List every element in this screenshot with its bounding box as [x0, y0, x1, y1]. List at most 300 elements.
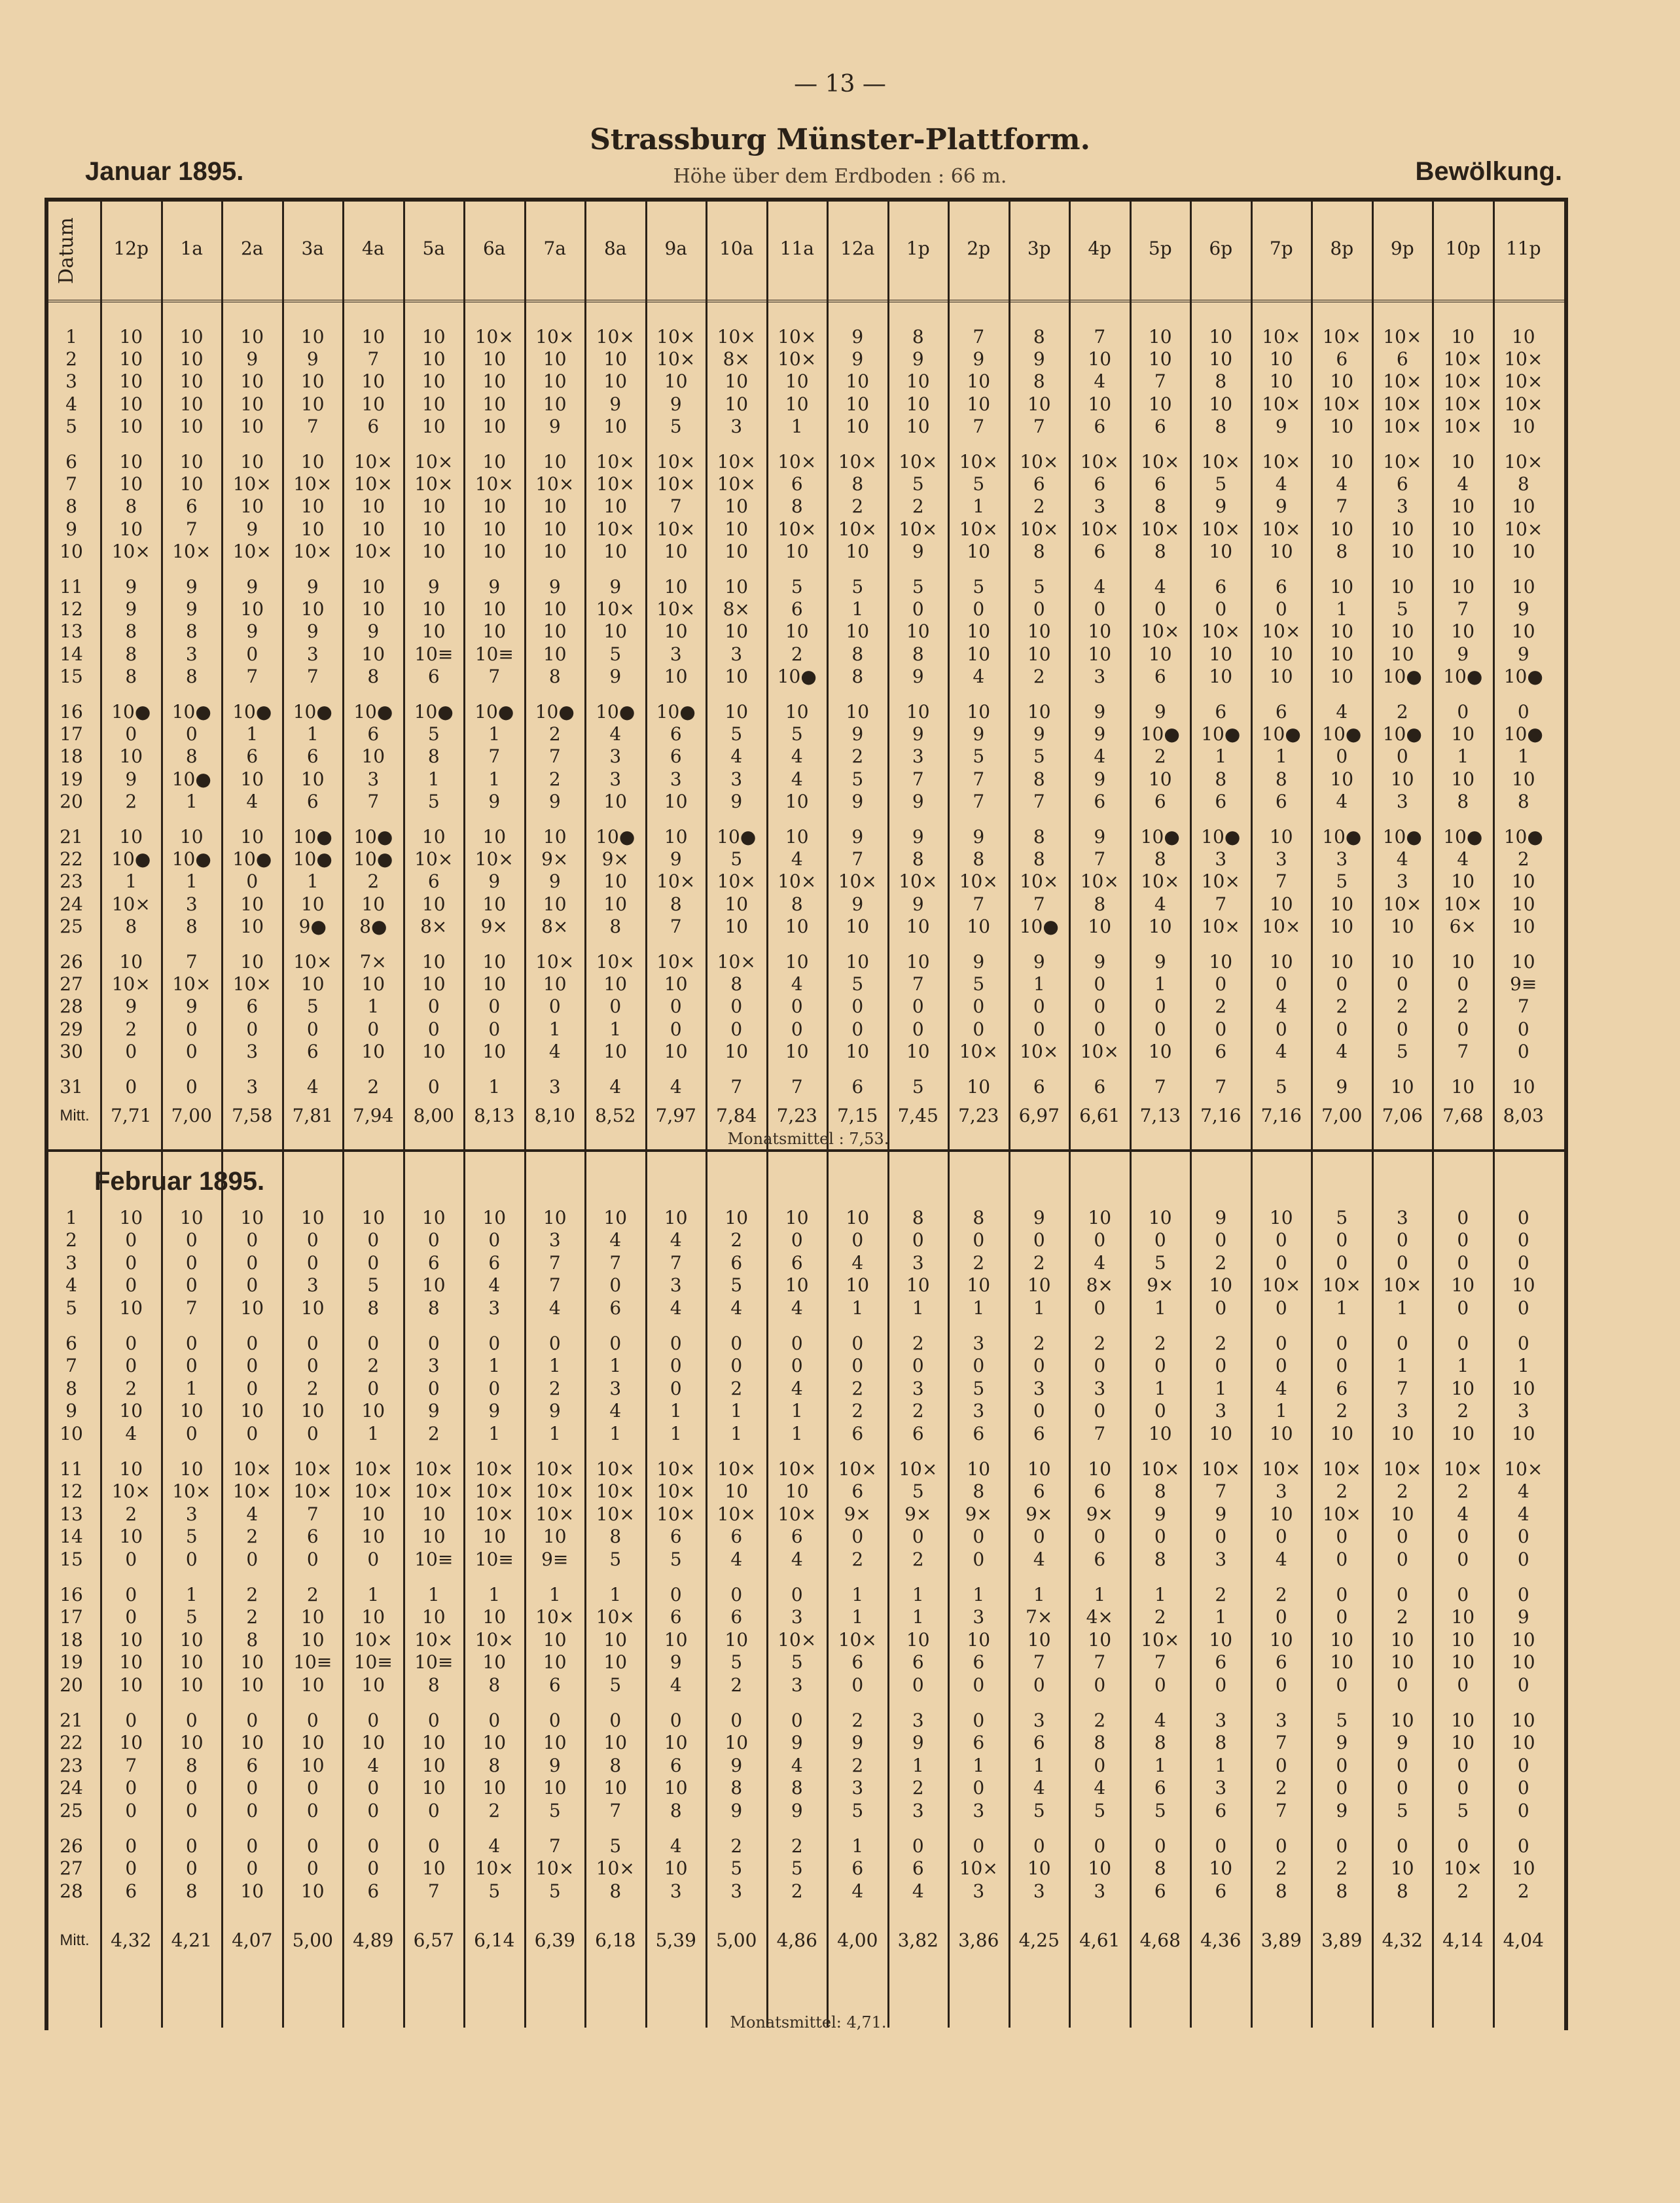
table-cell: 10×: [1443, 393, 1482, 415]
table-cell: 6: [367, 723, 380, 745]
table-cell: 10: [1209, 1857, 1233, 1880]
table-cell: 10: [1088, 393, 1112, 415]
table-cell: 0: [1094, 1674, 1106, 1696]
table-cell: 10: [361, 1400, 385, 1422]
table-cell: 4: [1094, 1251, 1106, 1274]
table-cell: 10: [724, 620, 749, 643]
table-cell: 9: [973, 723, 985, 745]
day-number: 10: [60, 540, 83, 562]
day-number: 16: [60, 1584, 83, 1605]
mean-value: 7,16: [1200, 1105, 1242, 1126]
day-number: 17: [60, 1606, 83, 1628]
table-cell: 0: [1396, 1674, 1408, 1696]
table-cell: 3: [1215, 848, 1227, 870]
table-cell: 10: [1088, 1207, 1112, 1228]
table-cell: 10: [240, 1674, 264, 1696]
table-cell: 8: [367, 665, 380, 687]
table-cell: 10: [119, 370, 143, 393]
table-cell: 3: [1094, 1880, 1106, 1902]
table-cell: 10×: [596, 1503, 635, 1525]
table-cell: 1: [851, 598, 864, 620]
table-cell: 10×: [656, 326, 696, 348]
table-cell: 0: [730, 1355, 743, 1377]
table-cell: 5: [730, 1651, 743, 1674]
table-cell: 6: [1396, 348, 1408, 370]
table-cell: 4: [1275, 995, 1287, 1018]
table-cell: 10×: [596, 598, 635, 620]
table-cell: 10: [1390, 1857, 1414, 1880]
table-cell: 0: [1275, 973, 1287, 995]
table-cell: 0: [1154, 1526, 1166, 1548]
table-cell: 3: [306, 1274, 319, 1297]
table-cell: 6: [973, 1651, 985, 1674]
table-cell: 10: [119, 1400, 143, 1422]
day-number: 26: [60, 951, 83, 973]
day-number: 6: [65, 1333, 77, 1354]
table-cell: 0: [1094, 1526, 1106, 1548]
table-cell: 9: [730, 1754, 743, 1776]
table-cell: 6: [1215, 1651, 1227, 1674]
table-cell: 10: [724, 370, 749, 393]
table-cell: 10: [906, 701, 930, 723]
table-cell: 10×: [838, 870, 877, 893]
table-cell: 10●: [232, 701, 272, 723]
table-cell: 9: [791, 1732, 803, 1754]
table-cell: 10: [482, 620, 507, 643]
table-cell: 2: [1457, 1480, 1469, 1503]
table-cell: 10: [846, 1207, 870, 1228]
table-cell: 2: [1336, 1857, 1348, 1880]
table-cell: 5: [548, 1799, 561, 1821]
table-cell: 5: [912, 1480, 924, 1503]
table-cell: 10×: [1201, 915, 1240, 937]
table-cell: 0: [1517, 1799, 1529, 1821]
table-cell: 10●: [1201, 826, 1241, 848]
day-number: 1: [65, 326, 77, 348]
table-cell: 2: [1336, 995, 1348, 1018]
table-cell: 0: [791, 1333, 803, 1354]
table-cell: 6: [306, 1526, 319, 1548]
table-cell: 8: [1154, 1548, 1166, 1570]
table-cell: 0: [125, 1229, 137, 1251]
table-cell: 7: [1154, 370, 1166, 393]
table-cell: 3: [973, 1799, 985, 1821]
table-cell: 10×: [1262, 620, 1301, 643]
table-cell: 3: [1396, 495, 1408, 518]
table-cell: 10: [361, 576, 385, 598]
table-cell: 10: [482, 540, 507, 562]
table-cell: 10: [906, 1274, 930, 1297]
table-cell: 9: [1033, 348, 1045, 370]
table-cell: 10: [543, 826, 567, 848]
table-cell: 0: [609, 1274, 622, 1297]
table-cell: 10●: [171, 701, 211, 723]
table-cell: 3: [548, 1229, 561, 1251]
table-cell: 0: [306, 1355, 319, 1377]
table-cell: 7: [1094, 1422, 1106, 1444]
table-cell: 10×: [596, 451, 635, 473]
table-cell: 6: [851, 1480, 864, 1503]
table-cell: 10×: [1262, 915, 1301, 937]
table-cell: 2: [367, 1076, 380, 1098]
table-cell: 6: [1215, 1880, 1227, 1902]
table-cell: 8: [185, 1754, 198, 1776]
table-cell: 0: [246, 1018, 259, 1040]
table-cell: 9●: [298, 915, 327, 937]
table-cell: 0: [427, 1333, 440, 1354]
table-cell: 9: [912, 893, 924, 915]
table-cell: 10●: [1201, 723, 1241, 745]
table-category: Bewölkung.: [1415, 157, 1562, 186]
table-cell: 10×: [959, 870, 998, 893]
table-cell: 9: [1517, 643, 1529, 665]
table-cell: 1: [912, 1297, 924, 1319]
table-cell: 10×: [656, 1458, 696, 1480]
table-cell: 10: [179, 1400, 204, 1422]
day-number: 21: [60, 1710, 83, 1731]
table-cell: 10: [482, 495, 507, 518]
table-cell: 10: [1330, 518, 1354, 540]
table-cell: 0: [1275, 1018, 1287, 1040]
table-cell: 9: [1396, 1732, 1408, 1754]
table-cell: 10: [119, 473, 143, 495]
table-cell: 0: [730, 995, 743, 1018]
table-cell: 9: [125, 598, 137, 620]
table-cell: 10×: [535, 1857, 575, 1880]
table-cell: 10: [240, 915, 264, 937]
table-cell: 10: [1148, 1422, 1172, 1444]
table-cell: 6: [246, 745, 259, 768]
day-number: 25: [60, 1799, 83, 1821]
table-cell: 2: [851, 1548, 864, 1570]
table-cell: 2: [246, 1606, 259, 1628]
table-cell: 10: [1027, 643, 1051, 665]
table-cell: 10×: [1262, 518, 1301, 540]
monthly-mean-february: Monatsmittel: 4,71.: [730, 2013, 887, 2032]
table-cell: 0: [427, 1710, 440, 1731]
table-cell: 10×: [535, 951, 575, 973]
table-cell: 10: [1088, 348, 1112, 370]
table-cell: 10: [1330, 768, 1354, 790]
table-cell: 0: [851, 1674, 864, 1696]
table-cell: 8: [1215, 370, 1227, 393]
mean-value: 6,97: [1018, 1105, 1060, 1126]
table-cell: 1: [1033, 1297, 1045, 1319]
table-cell: 10: [179, 1628, 204, 1651]
table-cell: 0: [125, 1251, 137, 1274]
table-cell: 8: [609, 1526, 622, 1548]
table-cell: 1: [670, 1422, 682, 1444]
table-cell: 10: [300, 1207, 325, 1228]
table-cell: 10: [300, 1754, 325, 1776]
table-cell: 10: [543, 620, 567, 643]
table-cell: 7: [973, 326, 985, 348]
table-cell: 8: [427, 745, 440, 768]
mean-value: 4,00: [837, 1929, 878, 1951]
table-cell: 0: [1094, 973, 1106, 995]
table-cell: 10●: [1503, 665, 1543, 687]
table-cell: 3: [1094, 495, 1106, 518]
table-cell: 10×: [1383, 415, 1422, 437]
table-cell: 10×: [1322, 1503, 1361, 1525]
table-cell: 0: [791, 1229, 803, 1251]
table-cell: 0: [125, 1548, 137, 1570]
day-number: 30: [60, 1040, 83, 1062]
table-cell: 6: [670, 723, 682, 745]
table-cell: 10: [421, 518, 446, 540]
table-cell: 0: [1033, 1355, 1045, 1377]
table-cell: 10: [482, 1606, 507, 1628]
table-cell: 5: [1033, 745, 1045, 768]
table-header: [48, 202, 1568, 302]
table-cell: 10×: [1383, 370, 1422, 393]
table-cell: 0: [367, 1835, 380, 1857]
table-cell: 2: [1094, 1333, 1106, 1354]
table-cell: 0: [1457, 1526, 1469, 1548]
table-cell: 9: [306, 348, 319, 370]
table-cell: 10: [361, 1503, 385, 1525]
table-cell: 10: [603, 973, 628, 995]
table-cell: 0: [1517, 1333, 1529, 1354]
day-number: 9: [65, 1400, 77, 1422]
day-number: 11: [60, 1458, 83, 1480]
table-cell: 10: [119, 951, 143, 973]
table-cell: 10: [543, 973, 567, 995]
table-cell: 10: [1088, 1458, 1112, 1480]
day-number: 11: [60, 576, 83, 598]
table-cell: 10: [421, 1857, 446, 1880]
table-cell: 10: [1511, 915, 1535, 937]
table-cell: 4: [791, 1377, 803, 1399]
table-cell: 10: [482, 393, 507, 415]
monthly-mean-january: Monatsmittel : 7,53.: [727, 1130, 889, 1148]
table-cell: 5: [185, 1526, 198, 1548]
table-cell: 10: [1027, 393, 1051, 415]
mean-value: 6,61: [1079, 1105, 1120, 1126]
table-cell: 0: [1033, 1400, 1045, 1422]
table-cell: 3: [1275, 1480, 1287, 1503]
table-cell: 3: [670, 1274, 682, 1297]
table-cell: 0: [1336, 1355, 1348, 1377]
table-cell: 0: [548, 995, 561, 1018]
table-cell: 10: [1330, 1628, 1354, 1651]
table-cell: 0: [427, 1835, 440, 1857]
table-cell: 6: [246, 995, 259, 1018]
table-cell: 0: [1336, 1548, 1348, 1570]
table-cell: 10: [179, 451, 204, 473]
table-cell: 0: [246, 643, 259, 665]
table-cell: 0: [367, 1548, 380, 1570]
table-cell: 10: [846, 620, 870, 643]
table-cell: 4: [791, 745, 803, 768]
table-cell: 6: [1215, 790, 1227, 812]
table-cell: 10: [240, 893, 264, 915]
table-cell: 3: [185, 893, 198, 915]
table-cell: 8: [1154, 1857, 1166, 1880]
hour-header: 5a: [422, 238, 445, 259]
table-cell: 2: [246, 1526, 259, 1548]
table-cell: 10: [1209, 540, 1233, 562]
table-cell: 10×: [414, 848, 454, 870]
table-cell: 10: [967, 1274, 991, 1297]
table-cell: 8: [912, 1207, 924, 1228]
table-cell: 10×: [535, 1606, 575, 1628]
table-cell: 10: [664, 370, 688, 393]
table-cell: 6: [912, 1422, 924, 1444]
table-cell: 5: [791, 1651, 803, 1674]
table-cell: 9: [912, 723, 924, 745]
table-cell: 3: [973, 1880, 985, 1902]
table-cell: 10: [119, 415, 143, 437]
table-cell: 3: [1396, 1400, 1408, 1422]
table-cell: 10●: [171, 848, 211, 870]
table-cell: 9: [306, 620, 319, 643]
table-cell: 10: [1390, 768, 1414, 790]
table-cell: 2: [912, 1333, 924, 1354]
table-cell: 10: [240, 393, 264, 415]
table-cell: 0: [185, 1777, 198, 1799]
table-cell: 10●: [414, 701, 454, 723]
table-cell: 10: [421, 1732, 446, 1754]
table-cell: 10: [543, 370, 567, 393]
table-cell: 0: [1457, 973, 1469, 995]
hour-header: 12a: [840, 238, 875, 259]
table-cell: 0: [1094, 1400, 1106, 1422]
table-cell: 5: [488, 1880, 501, 1902]
table-cell: 5: [973, 576, 985, 598]
table-cell: 0: [1396, 745, 1408, 768]
table-cell: 10: [967, 701, 991, 723]
table-cell: 10: [1390, 1710, 1414, 1731]
table-cell: 7: [1275, 1732, 1287, 1754]
table-cell: 1: [1033, 1754, 1045, 1776]
table-cell: 8: [1275, 768, 1287, 790]
table-cell: 5: [973, 473, 985, 495]
table-cell: 6: [1154, 790, 1166, 812]
mean-value: 7,81: [292, 1105, 333, 1126]
table-cell: 0: [1336, 1526, 1348, 1548]
table-cell: 4: [609, 1076, 622, 1098]
table-cell: 10: [179, 370, 204, 393]
table-cell: 0: [1033, 1835, 1045, 1857]
mean-value: 4,86: [776, 1929, 817, 1951]
table-cell: 10: [603, 348, 628, 370]
table-cell: 10: [603, 1628, 628, 1651]
table-cell: 0: [1457, 1584, 1469, 1605]
table-cell: 10: [664, 826, 688, 848]
table-cell: 0: [1336, 1251, 1348, 1274]
table-cell: 10: [421, 893, 446, 915]
table-cell: 9: [973, 951, 985, 973]
table-cell: 8: [185, 620, 198, 643]
table-cell: 1: [548, 1018, 561, 1040]
table-cell: 9: [851, 723, 864, 745]
table-cell: 10×: [1262, 393, 1301, 415]
table-cell: 3: [912, 1377, 924, 1399]
table-cell: 0: [306, 1422, 319, 1444]
table-cell: 10: [906, 915, 930, 937]
table-cell: 7: [367, 348, 380, 370]
table-cell: 1: [548, 1422, 561, 1444]
table-cell: 10●: [656, 701, 696, 723]
table-cell: 0: [125, 1606, 137, 1628]
table-cell: 0: [791, 1710, 803, 1731]
table-cell: 6: [1033, 1076, 1045, 1098]
table-cell: 0: [1275, 1297, 1287, 1319]
table-cell: 7: [427, 1880, 440, 1902]
table-cell: 6: [427, 1251, 440, 1274]
table-cell: 4: [851, 1251, 864, 1274]
table-cell: 10: [1511, 1732, 1535, 1754]
table-cell: 10: [1330, 1422, 1354, 1444]
table-cell: 10: [785, 701, 809, 723]
table-cell: 10: [1511, 540, 1535, 562]
table-cell: 0: [1517, 1251, 1529, 1274]
table-cell: 10: [1027, 1458, 1051, 1480]
table-cell: 10×: [838, 518, 877, 540]
table-cell: 5: [1094, 1799, 1106, 1821]
table-cell: 9: [851, 326, 864, 348]
table-cell: 8: [185, 1880, 198, 1902]
table-cell: 10: [603, 540, 628, 562]
table-cell: 10×: [1141, 1628, 1180, 1651]
table-cell: 2: [851, 1710, 864, 1731]
table-cell: 0: [246, 1548, 259, 1570]
table-cell: 1: [427, 1584, 440, 1605]
table-cell: 0: [730, 1018, 743, 1040]
table-cell: 10●: [1503, 826, 1543, 848]
table-cell: 0: [427, 1799, 440, 1821]
table-cell: 10: [1390, 1651, 1414, 1674]
table-cell: 10: [1390, 951, 1414, 973]
table-cell: 2: [730, 1674, 743, 1696]
table-cell: 10×: [1443, 415, 1482, 437]
table-cell: 10: [967, 540, 991, 562]
table-cell: 6: [1154, 1777, 1166, 1799]
table-cell: 8: [1154, 1732, 1166, 1754]
table-cell: 10: [361, 1040, 385, 1062]
mean-value: 7,45: [897, 1105, 938, 1126]
table-cell: 0: [1215, 1674, 1227, 1696]
table-cell: 10: [1148, 1040, 1172, 1062]
table-cell: 3: [1396, 870, 1408, 893]
table-cell: 0: [1517, 1526, 1529, 1548]
table-cell: 6: [548, 1674, 561, 1696]
table-cell: 2: [367, 870, 380, 893]
table-cell: 4: [1336, 701, 1348, 723]
hour-header: 8a: [603, 238, 627, 259]
table-cell: 10×: [111, 540, 151, 562]
table-cell: 8×: [1086, 1274, 1113, 1297]
mean-value: 7,97: [655, 1105, 696, 1126]
table-cell: 10×: [777, 348, 817, 370]
table-cell: 10: [1451, 768, 1475, 790]
table-cell: 10: [785, 790, 809, 812]
table-cell: 0: [973, 995, 985, 1018]
table-cell: 3: [246, 1076, 259, 1098]
table-cell: 0: [973, 1777, 985, 1799]
table-cell: 10: [724, 540, 749, 562]
table-cell: 10: [1209, 1422, 1233, 1444]
table-cell: 0: [1457, 1251, 1469, 1274]
table-cell: 10×: [474, 1503, 514, 1525]
table-cell: 0: [427, 1229, 440, 1251]
table-cell: 9×: [480, 915, 508, 937]
day-number: 29: [60, 1018, 83, 1040]
table-cell: 0: [185, 1333, 198, 1354]
table-cell: 5: [670, 1548, 682, 1570]
table-cell: 0: [246, 1777, 259, 1799]
